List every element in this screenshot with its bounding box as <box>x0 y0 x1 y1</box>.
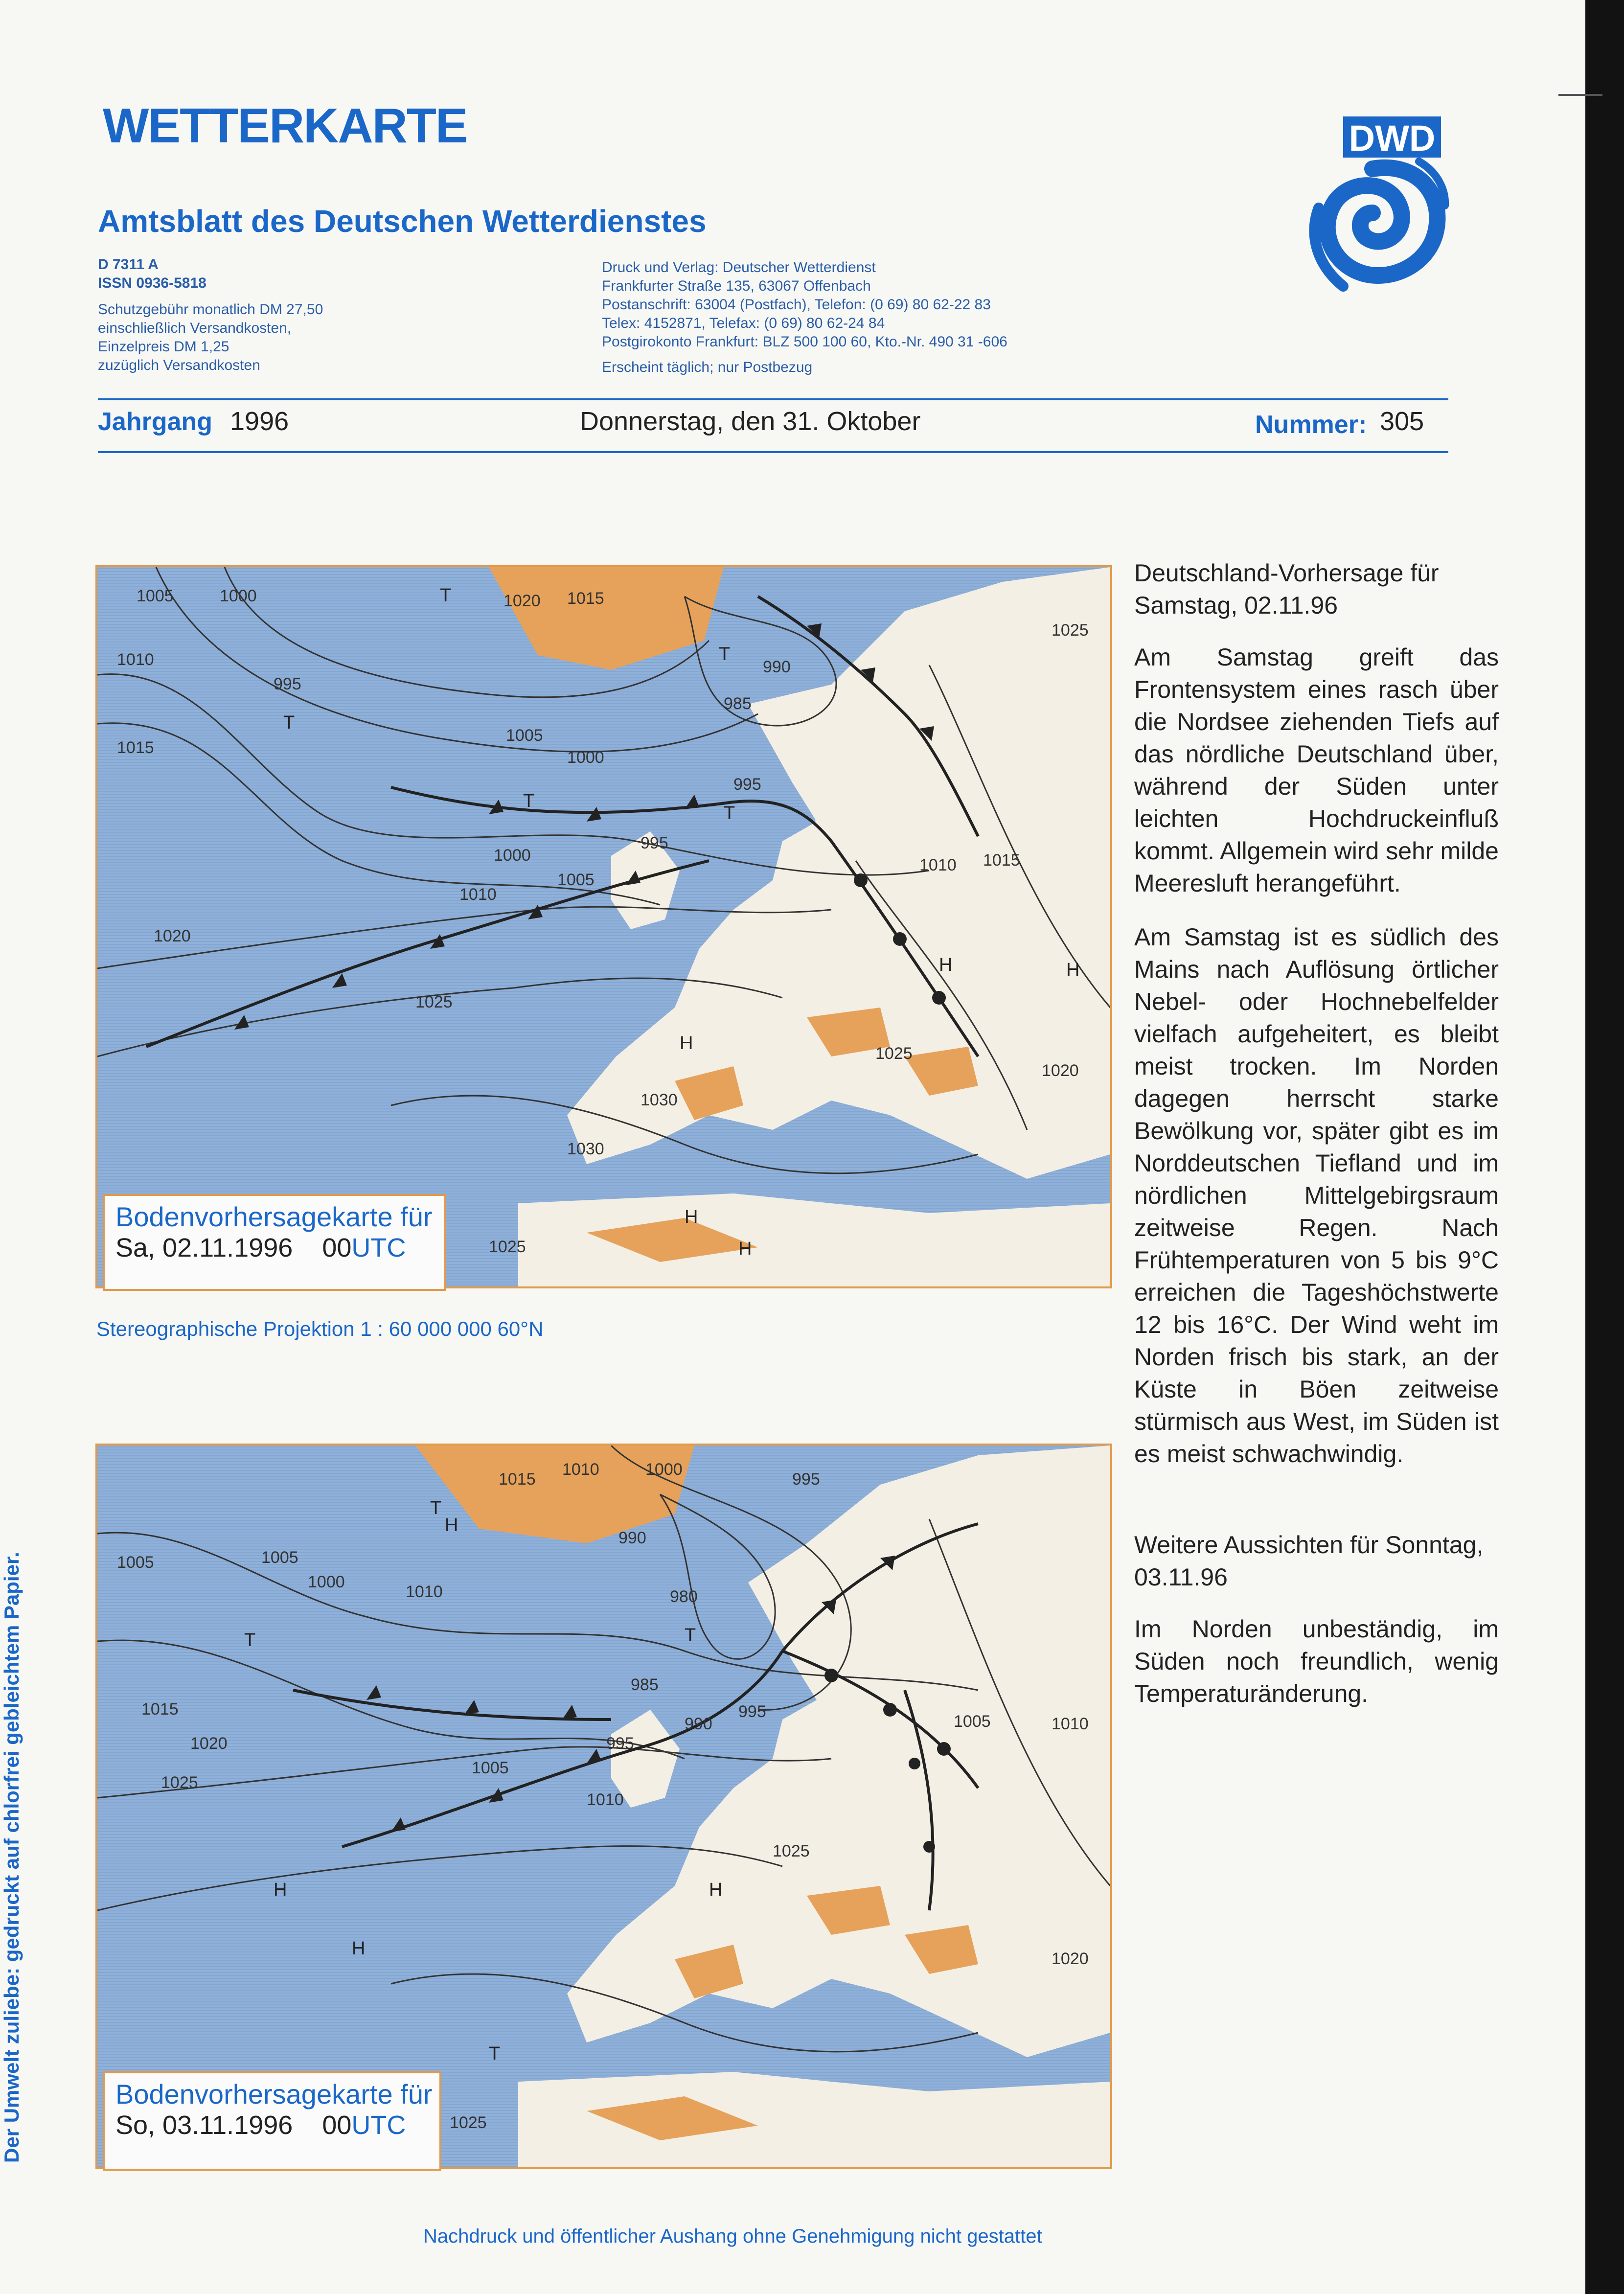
nummer-value: 305 <box>1380 407 1424 436</box>
isobar-label: 1015 <box>117 738 154 757</box>
isobar-label: 1000 <box>308 1573 345 1591</box>
contact-line: Telex: 4152871, Telefax: (0 69) 80 62-24 84 <box>602 315 885 331</box>
map2-time: 00 <box>322 2110 352 2140</box>
weather-chart-map1 <box>97 567 1110 1286</box>
isobar-label: 1010 <box>562 1460 599 1479</box>
isobar-label: 990 <box>618 1529 646 1547</box>
isobar-label: 1000 <box>494 846 531 865</box>
high-mark: H <box>445 1515 458 1536</box>
low-mark: T <box>685 1625 696 1646</box>
edge-mark <box>1558 94 1602 96</box>
isobar-label: 1030 <box>640 1091 678 1109</box>
map1-caption-title: Bodenvorhersagekarte für <box>115 1201 433 1232</box>
isobar-label: 1020 <box>154 927 191 945</box>
isobar-label: 1025 <box>773 1842 810 1860</box>
forecast-map-sunday <box>95 1444 1112 2169</box>
isobar-label: 1015 <box>983 851 1020 870</box>
map1-date: Sa, 02.11.1996 <box>115 1233 293 1262</box>
forecast-heading: Deutschland-Vorhersage für Samstag, 02.11.96 <box>1134 559 1439 619</box>
high-mark: H <box>274 1880 287 1900</box>
fee-line: Einzelpreis DM 1,25 <box>98 339 229 355</box>
contact-line: Druck und Verlag: Deutscher Wetterdienst <box>602 259 876 275</box>
publication-title: WETTERKARTE <box>103 98 467 153</box>
low-mark: T <box>440 585 452 606</box>
forecast-paragraph: Am Samstag ist es südlich des Mains nach Auflösung örtlicher Nebel- oder Hochnebelfelder vielfach aufgeheitert, es bleibt meist trocken. Im Norden dagegen herrscht starke Bewölkung vor, später gibt es im Norddeutschen Tiefland und im nördlichen Mittelgebirgsraum zeitweise Regen. Nach Frühtemperaturen von 5 bis 9°C erreichen die Tageshöchstwerte 12 bis 16°C. Der Wind weht im Norden frisch bis stark, an der Küste in Böen zeitweise stürmisch aus West, im Süden ist es meist schwachwindig. <box>1134 923 1499 1468</box>
isobar-label: 1010 <box>406 1583 443 1601</box>
map1-utc: UTC <box>351 1233 406 1262</box>
isobar-label: 995 <box>792 1470 820 1489</box>
isobar-label: 1005 <box>137 587 174 605</box>
isobar-label: 995 <box>274 675 301 693</box>
isobar-label: 990 <box>685 1715 712 1733</box>
isobar-label: 1030 <box>567 1140 604 1158</box>
map2-utc: UTC <box>351 2110 406 2140</box>
contact-line: Postanschrift: 63004 (Postfach), Telefon: (0 69) 80 62-22 83 <box>602 297 991 313</box>
logo-text: DWD <box>1349 118 1436 159</box>
low-mark: T <box>283 712 295 733</box>
projection-note: Stereographische Projektion 1 : 60 000 000 60°N <box>96 1317 544 1340</box>
isobar-label: 1020 <box>503 592 541 610</box>
high-mark: H <box>1066 960 1080 980</box>
isobar-label: 985 <box>631 1675 659 1694</box>
isobar-label: 1025 <box>489 1238 526 1256</box>
issue-code: D 7311 A <box>98 256 159 273</box>
isobar-label: 1005 <box>472 1759 509 1777</box>
isobar-label: 1005 <box>506 726 543 745</box>
isobar-label: 1025 <box>1052 621 1089 640</box>
isobar-label: 1005 <box>557 871 595 889</box>
isobar-label: 1005 <box>954 1712 991 1731</box>
isobar-label: 1025 <box>875 1044 913 1063</box>
header-rule-bottom <box>98 451 1448 453</box>
map1-time: 00 <box>322 1233 352 1262</box>
isobar-label: 1010 <box>1052 1715 1089 1733</box>
dwd-logo-icon <box>1289 108 1451 294</box>
isobar-label: 1020 <box>190 1734 228 1753</box>
low-mark: T <box>523 791 535 811</box>
fee-line: Schutzgebühr monatlich DM 27,50 <box>98 301 323 318</box>
isobar-label: 1010 <box>117 650 154 669</box>
isobar-label: 990 <box>763 658 791 676</box>
isobar-label: 985 <box>724 694 752 713</box>
isobar-label: 1000 <box>220 587 257 605</box>
nummer-label: Nummer: <box>1255 411 1367 439</box>
publisher-contact-info <box>602 258 1007 377</box>
isobar-label: 1005 <box>261 1548 298 1567</box>
high-mark: H <box>709 1880 723 1900</box>
fee-line: zuzüglich Versandkosten <box>98 357 260 373</box>
isobar-label: 995 <box>606 1734 634 1753</box>
map2-caption <box>103 2071 441 2171</box>
high-mark: H <box>939 955 953 975</box>
issue-date: Donnerstag, den 31. Oktober <box>580 407 921 436</box>
low-mark: T <box>489 2043 501 2064</box>
isobar-label: 1020 <box>1042 1061 1079 1080</box>
outlook-heading: Weitere Aussichten für Sonntag, 03.11.96 <box>1134 1531 1484 1591</box>
map2-date: So, 03.11.1996 <box>115 2110 293 2140</box>
high-mark: H <box>352 1938 366 1959</box>
forecast-map-saturday <box>95 565 1112 1288</box>
isobar-label: 1025 <box>450 2113 487 2132</box>
isobar-label: 1000 <box>567 748 604 767</box>
issn: ISSN 0936-5818 <box>98 275 206 291</box>
left-publisher-info <box>98 255 323 375</box>
isobar-label: 1010 <box>587 1790 624 1809</box>
contact-line: Postgirokonto Frankfurt: BLZ 500 100 60, Kto.-Nr. 490 31 -606 <box>602 334 1007 350</box>
map2-caption-date <box>115 2110 429 2140</box>
isobar-label: 1005 <box>117 1553 154 1572</box>
publication-subtitle: Amtsblatt des Deutschen Wetterdienstes <box>98 204 707 239</box>
isobar-label: 980 <box>670 1587 698 1606</box>
weather-chart-map2 <box>97 1445 1110 2167</box>
contact-line: Erscheint täglich; nur Postbezug <box>602 359 813 375</box>
recycled-paper-note: Der Umwelt zuliebe: gedruckt auf chlorfrei gebleichtem Papier. <box>0 1552 23 2163</box>
high-mark: H <box>738 1239 752 1259</box>
isobar-label: 1010 <box>919 856 957 874</box>
isobar-label: 1025 <box>161 1773 198 1792</box>
high-mark: H <box>685 1207 698 1227</box>
isobar-label: 1015 <box>499 1470 536 1489</box>
isobar-label: 1015 <box>141 1700 179 1719</box>
map1-caption-date <box>115 1233 434 1263</box>
low-mark: T <box>724 803 735 824</box>
isobar-label: 1010 <box>459 885 497 904</box>
isobar-label: 1000 <box>645 1460 683 1479</box>
jahrgang-label: Jahrgang <box>98 408 213 436</box>
isobar-label: 1025 <box>415 993 453 1011</box>
low-mark: T <box>719 644 731 665</box>
jahrgang-value: 1996 <box>230 407 289 436</box>
header-rule-top <box>98 398 1448 400</box>
outlook-paragraph: Im Norden unbeständig, im Süden noch freundlich, wenig Temperaturänderung. <box>1134 1615 1499 1707</box>
contact-line: Frankfurter Straße 135, 63067 Offenbach <box>602 278 871 294</box>
isobar-label: 995 <box>733 775 761 794</box>
map1-caption <box>103 1194 446 1291</box>
map2-caption-title: Bodenvorhersagekarte für <box>115 2079 433 2110</box>
footer-note: Nachdruck und öffentlicher Aushang ohne Genehmigung nicht gestattet <box>423 2225 1042 2247</box>
fee-line: einschließlich Versandkosten, <box>98 320 292 336</box>
low-mark: T <box>430 1498 442 1518</box>
forecast-text-column <box>1134 557 1499 1710</box>
isobar-label: 995 <box>640 834 668 852</box>
isobar-label: 995 <box>738 1702 766 1721</box>
high-mark: H <box>680 1033 693 1054</box>
isobar-label: 1015 <box>567 589 604 608</box>
low-mark: T <box>244 1630 256 1651</box>
isobar-label: 1020 <box>1052 1950 1089 1968</box>
forecast-paragraph: Am Samstag greift das Frontensystem eines rasch über die Nordsee ziehenden Tiefs auf das nördliche Deutschland über, während der Süden unter leichten Hochdruckeinfluß kommt. Allgemein wird sehr milde Meeresluft herangeführt. <box>1134 643 1499 897</box>
